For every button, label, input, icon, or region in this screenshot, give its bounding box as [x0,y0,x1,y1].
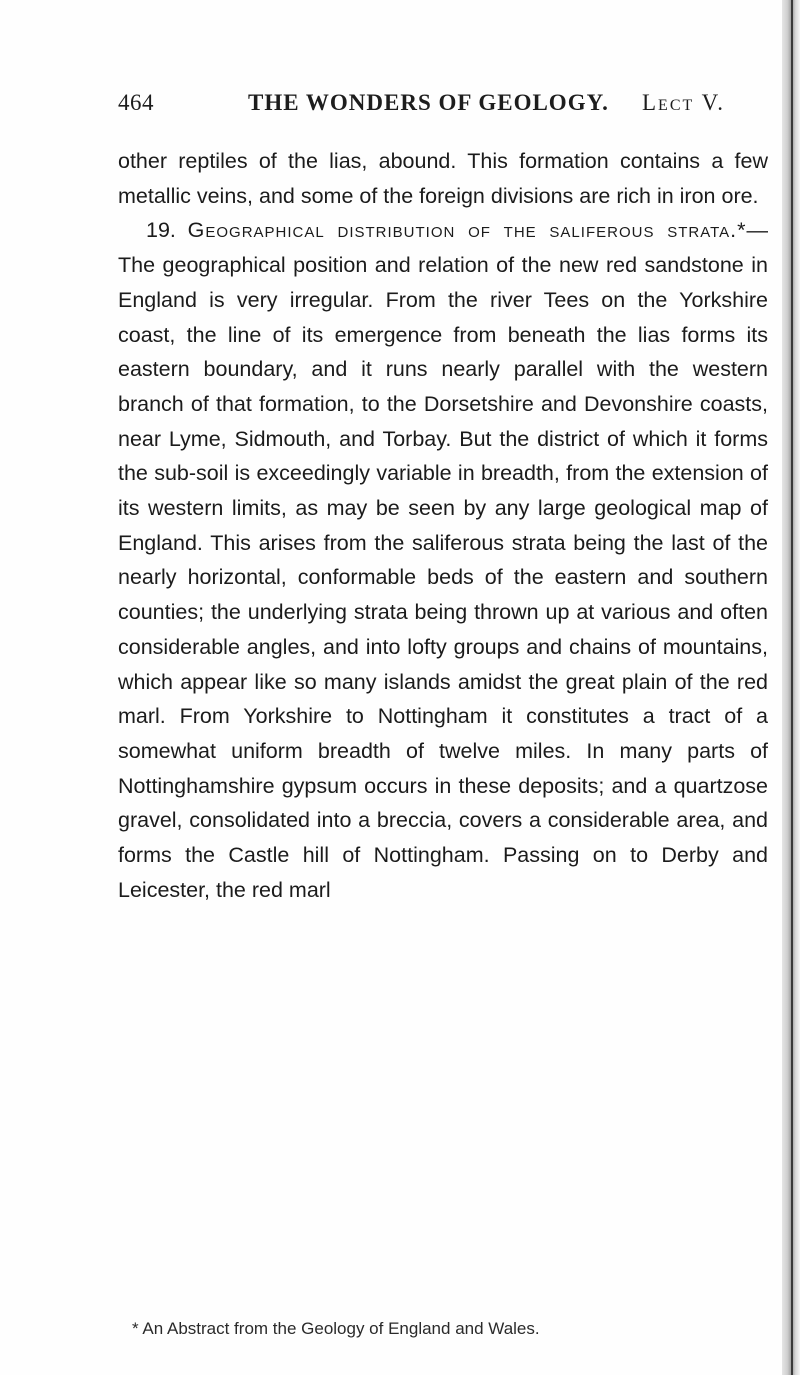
paragraph [118,213,768,907]
section-heading: Geographical distribution of the saliferous strata.* [187,218,747,243]
section-number: 19. [146,218,176,243]
running-header [118,90,768,122]
paragraph-text: —The geographical position and relation of the new red sandstone in England is very irregular. From the river Tees on the Yorkshire coast, the line of its emergence from beneath the lias forms its eastern boundary, and it runs nearly parallel with the western branch of that formation, to the Dorsetshire and Devonshire coasts, near Lyme, Sidmouth, and Torbay. But the district of which it forms the sub-soil is exceedingly variable in breadth, from the extension of its western limits, as may be seen by any large geological map of England. This arises from the saliferous strata being the last of the nearly horizontal, conformable beds of the eastern and southern counties; the underlying strata being thrown up at various and often considerable angles, and into lofty groups and chains of mountains, which appear like so many islands amidst the great plain of the red marl. From Yorkshire to Nottingham it constitutes a tract of a somewhat uniform breadth of twelve miles. In many parts of Nottinghamshire gypsum occurs in these deposits; and a quartzose gravel, consolidated into a breccia, covers a considerable area, and forms the Castle hill of Nottingham. Passing on to Derby and Leicester, the red marl [118,218,768,902]
page-binding-line [791,0,793,1375]
paragraph: other reptiles of the lias, abound. This formation contains a few metallic veins, and some of the foreign divisions are rich in iron ore. [118,149,768,208]
running-title: THE WONDERS OF GEOLOGY. [248,90,609,115]
footnote: * An Abstract from the Geology of England and Wales. [132,1319,540,1338]
page-number: 464 [118,90,154,115]
lecture-reference: Lect V. [642,90,725,115]
main-text [118,144,768,907]
